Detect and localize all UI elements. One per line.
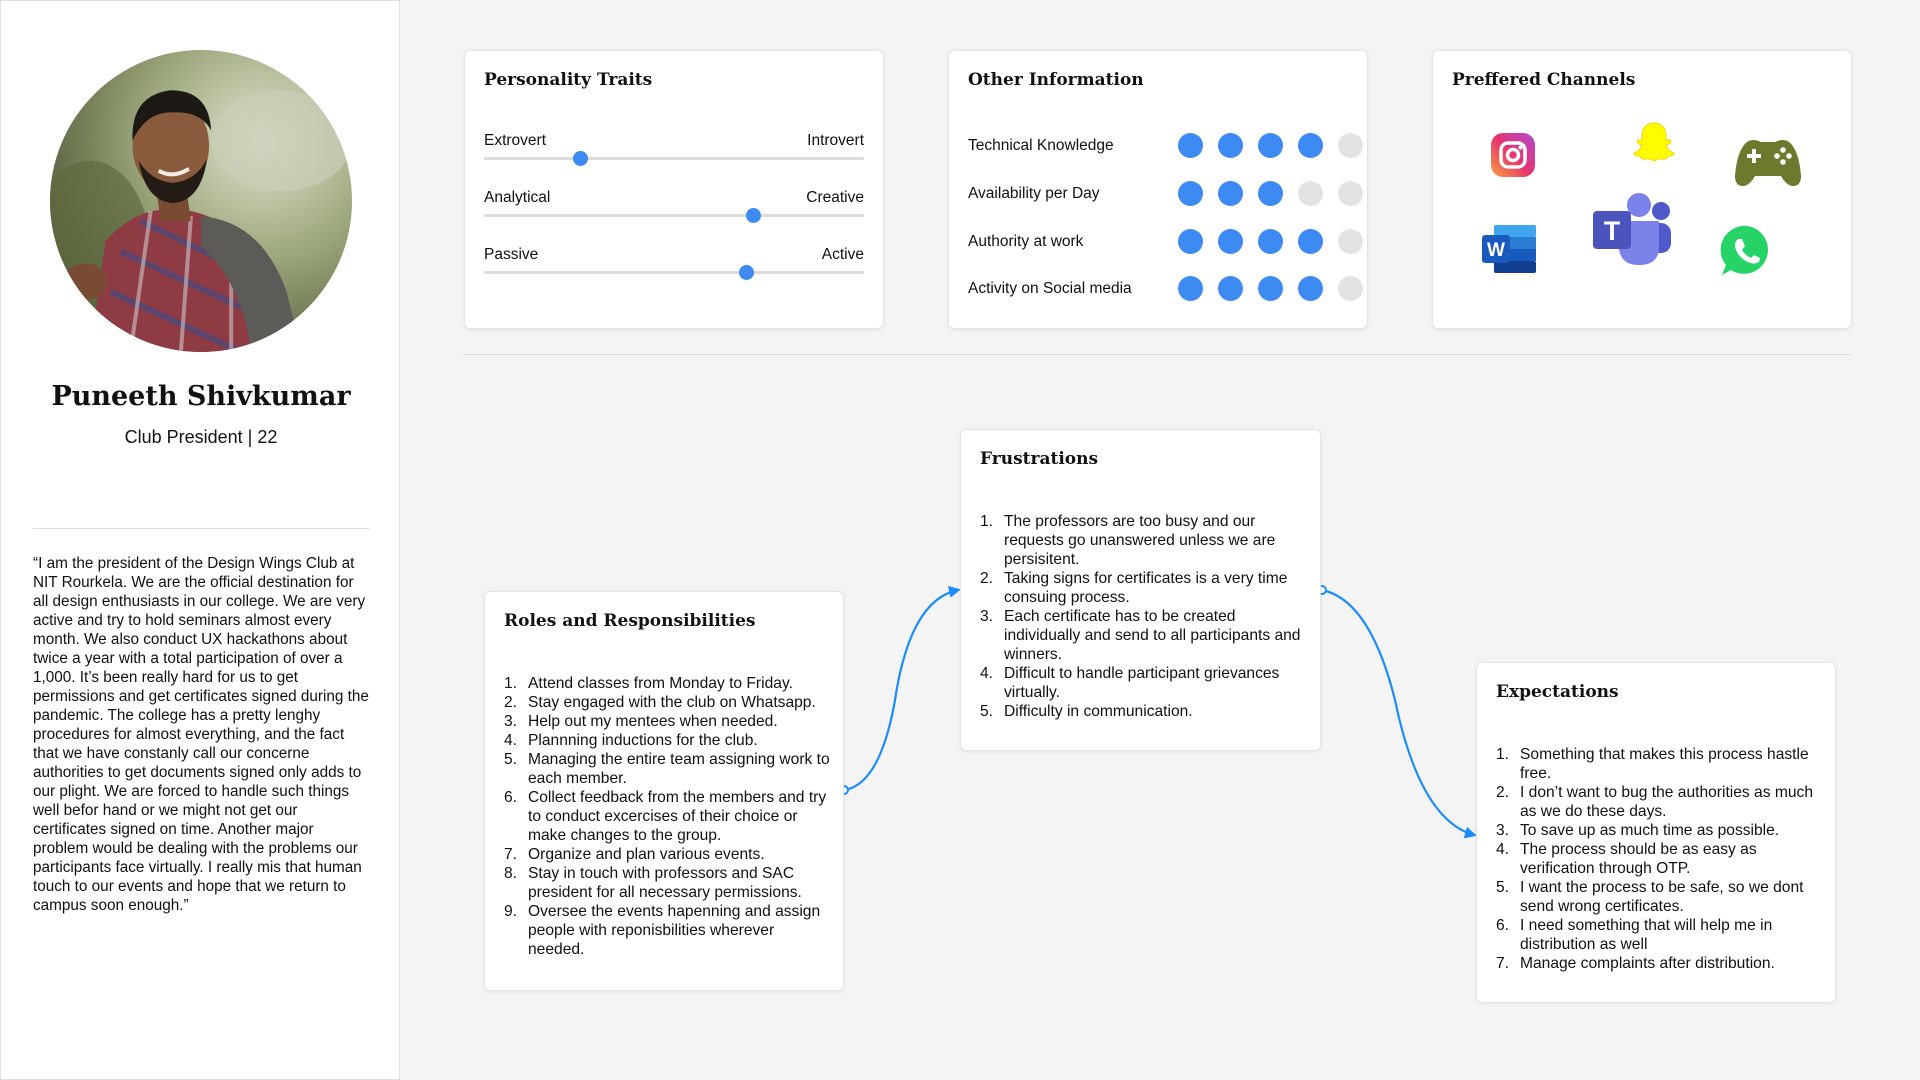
divider [33,528,369,529]
list-item-number: 1. [1496,746,1510,763]
rating-dot-filled [1218,181,1243,206]
card-title: Frustrations [980,449,1099,469]
trait-knob[interactable] [746,208,761,223]
list-item-number: 2. [504,694,518,711]
list-item-text: Each certificate has to be created individually and send to all participants and winners. [1004,608,1301,663]
other-information-card [948,50,1368,329]
list-item-text: Difficult to handle participant grievances virtually. [1004,665,1280,701]
list-item [504,693,834,712]
list-item-number: 7. [504,846,518,863]
list-item-number: 5. [1496,879,1510,896]
list-item-text: Stay engaged with the club on Whatsapp. [528,694,816,711]
list-item [980,512,1310,569]
card-title: Expectations [1496,682,1619,702]
list-item-text: Organize and plan various events. [528,846,765,863]
trait-slider [484,189,864,229]
rating-dot-filled [1258,276,1283,301]
list-item-text: Plannning inductions for the club. [528,732,758,749]
roles-card [484,591,844,991]
list-item-number: 4. [504,732,518,749]
list-item-number: 7. [1496,955,1510,972]
teams-icon [1591,191,1673,269]
frustrations-list [980,512,1310,721]
rating-dots [1178,133,1363,158]
connector-frustrations-to-expectations [1322,590,1474,835]
whatsapp-icon [1719,223,1775,279]
rating-dots [1178,181,1363,206]
list-item-number: 1. [504,675,518,692]
game-controller-icon [1733,136,1803,190]
preferred-channels-card [1432,50,1852,329]
persona-role: Club President | 22 [124,427,278,447]
list-item-number: 8. [504,865,518,882]
card-title: Personality Traits [484,70,653,90]
list-item-number: 6. [1496,917,1510,934]
list-item-number: 2. [980,570,994,587]
rating-dot-filled [1298,276,1323,301]
rating-dot-filled [1258,133,1283,158]
trait-right-label: Introvert [807,132,864,149]
list-item-text: Collect feedback from the members and try to conduct excercises of their choice or make changes to the group. [528,789,827,844]
rating-dot-filled [1178,276,1203,301]
trait-right-label: Creative [806,189,864,206]
list-item [504,750,834,788]
rating-dot-filled [1258,181,1283,206]
list-item-number: 9. [504,903,518,920]
rating-dot-filled [1298,229,1323,254]
snapchat-icon [1631,119,1677,165]
list-item-text: To save up as much time as possible. [1520,822,1780,839]
trait-left-label: Passive [484,246,539,263]
trait-track [484,271,864,274]
list-item [980,702,1310,721]
list-item-number: 6. [504,789,518,806]
info-row [968,179,1358,207]
trait-track [484,214,864,217]
section-divider [463,354,1852,355]
roles-list [504,674,834,959]
list-item-text: The professors are too busy and our requests go unanswered unless we are persisitent. [1004,513,1276,568]
list-item [504,845,834,864]
profile-panel [0,0,400,1080]
info-label: Availability per Day [968,185,1100,202]
list-item [980,664,1310,702]
list-item [504,712,834,731]
list-item-number: 1. [980,513,994,530]
info-label: Technical Knowledge [968,137,1114,154]
list-item [1496,916,1826,954]
rating-dot-empty [1338,229,1363,254]
list-item [504,902,834,959]
list-item-text: I don’t want to bug the authorities as much as we do these days. [1520,784,1813,820]
list-item-number: 4. [980,665,994,682]
rating-dot-filled [1218,133,1243,158]
rating-dots [1178,229,1363,254]
rating-dot-empty [1298,181,1323,206]
rating-dot-empty [1338,133,1363,158]
list-item-number: 4. [1496,841,1510,858]
list-item-number: 3. [1496,822,1510,839]
word-icon [1482,223,1538,275]
rating-dot-empty [1338,276,1363,301]
list-item-text: Oversee the events hapenning and assign people with reponisbilities wherever needed. [528,903,821,958]
list-item [980,569,1310,607]
list-item-text: The process should be as easy as verification through OTP. [1520,841,1757,877]
trait-left-label: Extrovert [484,132,547,149]
trait-knob[interactable] [739,265,754,280]
trait-slider [484,132,864,172]
list-item [1496,821,1826,840]
frustrations-card [960,429,1321,751]
list-item [1496,783,1826,821]
list-item [504,674,834,693]
list-item-number: 5. [504,751,518,768]
trait-track [484,157,864,160]
rating-dot-filled [1178,229,1203,254]
list-item-number: 3. [980,608,994,625]
list-item [1496,840,1826,878]
teams-letter: T [1603,216,1621,246]
rating-dot-filled [1298,133,1323,158]
list-item [1496,954,1826,973]
list-item-text: Something that makes this process hastle free. [1520,746,1809,782]
list-item-text: Taking signs for certificates is a very time consuing process. [1004,570,1288,606]
list-item-text: Difficulty in communication. [1004,703,1193,720]
info-label: Authority at work [968,233,1084,250]
persona-name: Puneeth Shivkumar [51,381,351,412]
rating-dot-filled [1218,276,1243,301]
word-letter: W [1487,240,1505,261]
list-item [1496,745,1826,783]
info-row [968,274,1358,302]
list-item-text: Managing the entire team assigning work to each member. [528,751,830,787]
rating-dot-filled [1258,229,1283,254]
card-title: Other Information [968,70,1144,90]
personality-traits-card [464,50,884,329]
list-item-number: 3. [504,713,518,730]
list-item [504,731,834,750]
list-item-text: Manage complaints after distribution. [1520,955,1775,972]
list-item-number: 5. [980,703,994,720]
list-item-text: Help out my mentees when needed. [528,713,778,730]
card-title: Roles and Responsibilities [504,611,756,631]
info-row [968,227,1358,255]
list-item-text: Stay in touch with professors and SAC president for all necessary permissions. [528,865,802,901]
card-title: Preffered Channels [1452,70,1636,90]
trait-right-label: Active [821,246,864,263]
persona-bio: “I am the president of the Design Wings Club at NIT Rourkela. We are the official destination for all design enthusiasts in our college. We are very active and try to hold seminars almost every month. We also conduct UX hackathons about twice a year with a total participation of over a 1,000. It’s been really hard for us to get permissions and get certificates signed during the pandemic. The college has a pretty lenghy procedures for almost everything, and the fact that we have constanly call our concerne authorities to get documents signed only adds to our plight. We are forced to handle such things well befor hand or we might not get our certificates signed on time. Another major problem would be dealing with the problems our participants face virtually. I really mis that human touch to our events and hope that we return to campus soon enough.” [33,555,369,914]
avatar-photo [50,50,352,352]
list-item [504,788,834,845]
list-item-number: 2. [1496,784,1510,801]
list-item [980,607,1310,664]
instagram-icon [1489,131,1537,179]
trait-slider [484,246,864,286]
rating-dots [1178,276,1363,301]
connector-roles-to-frustrations [844,590,958,790]
rating-dot-filled [1178,133,1203,158]
list-item-text: I want the process to be safe, so we dont send wrong certificates. [1520,879,1804,915]
info-row [968,131,1358,159]
rating-dot-filled [1178,181,1203,206]
expectations-card [1476,662,1836,1003]
list-item [1496,878,1826,916]
trait-left-label: Analytical [484,189,551,206]
rating-dot-empty [1338,181,1363,206]
list-item-text: I need something that will help me in distribution as well [1520,917,1773,953]
trait-knob[interactable] [573,151,588,166]
rating-dot-filled [1218,229,1243,254]
info-label: Activity on Social media [968,280,1132,297]
list-item-text: Attend classes from Monday to Friday. [528,675,793,692]
avatar [50,50,352,352]
list-item [504,864,834,902]
expectations-list [1496,745,1826,973]
